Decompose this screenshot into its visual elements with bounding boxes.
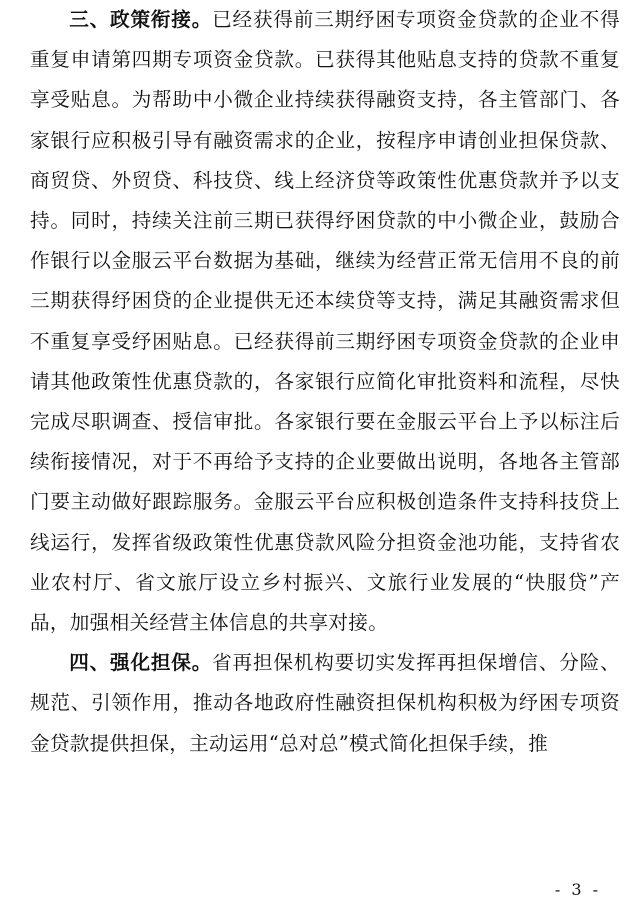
section-strengthen-guarantee	[30, 643, 620, 764]
section-body: 省再担保机构要切实发挥再担保增信、分险、规范、引领作用，推动各地政府性融资担保机构积极为纾困专项资金贷款提供担保，主动运用“总对总”模式简化担保手续，推	[30, 651, 620, 755]
page-number: - 3 -	[554, 880, 601, 899]
section-heading: 三、政策衔接。	[69, 8, 213, 31]
section-policy-connection	[30, 0, 620, 643]
section-body: 已经获得前三期纾困专项资金贷款的企业不得重复申请第四期专项资金贷款。已获得其他贴息支持的贷款不重复享受贴息。为帮助中小微企业持续获得融资支持，各主管部门、各家银行应积极引导有融资需求的企业，按程序申请创业担保贷款、商贸贷、外贸贷、科技贷、线上经济贷等政策性优惠贷款并予以支持。同时，持续关注前三期已获得纾困贷款的中小微企业，鼓励合作银行以金服云平台数据为基础，继续为经营正常无信用不良的前三期获得纾困贷的企业提供无还本续贷等支持，满足其融资需求但不重复享受纾困贴息。已经获得前三期纾困专项资金贷款的企业申请其他政策性优惠贷款的，各家银行应简化审批资料和流程，尽快完成尽职调查、授信审批。各家银行要在金服云平台上予以标注后续衔接情况，对于不再给予支持的企业要做出说明，各地各主管部门要主动做好跟踪服务。金服云平台应积极创造条件支持科技贷上线运行，发挥省级政策性优惠贷款风险分担资金池功能，支持省农业农村厅、省文旅厅设立乡村振兴、文旅行业发展的“快服贷”产品，加强相关经营主体信息的共享对接。	[30, 8, 620, 635]
document-page	[30, 0, 620, 764]
section-heading: 四、强化担保。	[69, 651, 213, 675]
